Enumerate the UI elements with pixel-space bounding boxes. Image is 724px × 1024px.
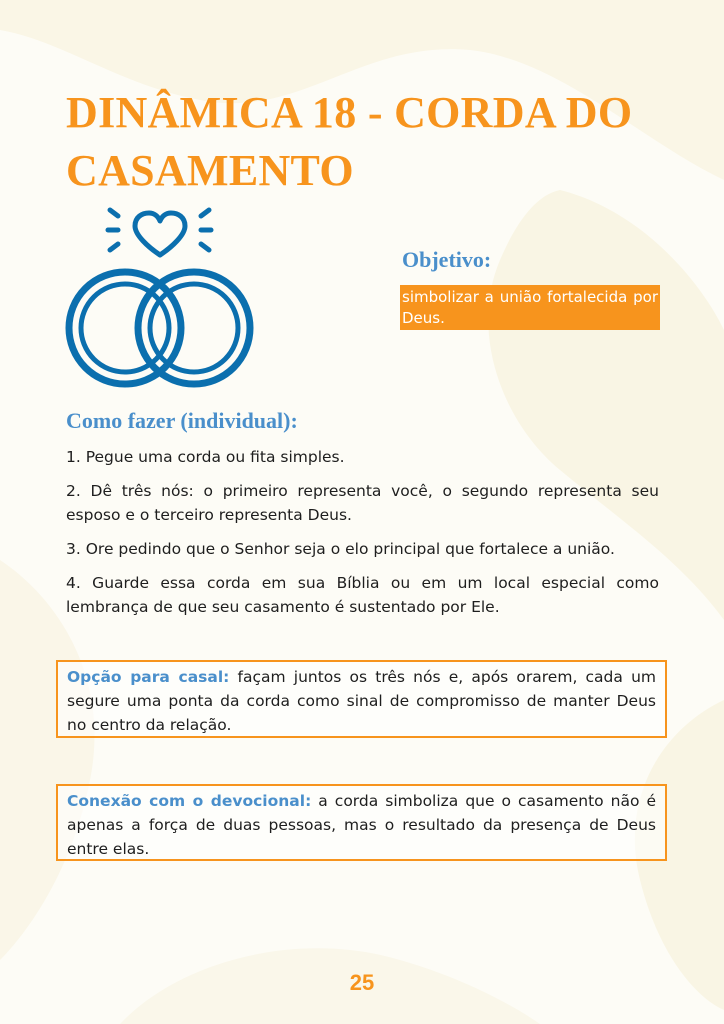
step-item-3: 3. Ore pedindo que o Senhor seja o elo principal que fortalece a união. (66, 540, 615, 558)
couple-option-label: Opção para casal: (67, 668, 230, 686)
devotional-connection-box (56, 784, 667, 861)
devotional-connection-label: Conexão com o devocional: (67, 792, 312, 810)
steps-list (66, 445, 659, 629)
objective-text: simbolizar a união fortalecida por Deus. (400, 285, 660, 330)
couple-option-text: façam juntos os três nós e, após orarem, cada um segure uma ponta da corda como sinal de compromisso de manter Deus no centro da relação. (67, 668, 656, 734)
page-number: 25 (349, 970, 375, 995)
objective-heading: Objetivo: (402, 247, 492, 272)
step-item-1: 1. Pegue uma corda ou fita simples. (66, 448, 345, 466)
how-to-heading: Como fazer (individual): (66, 408, 298, 433)
step-item-2: 2. Dê três nós: o primeiro representa você, o segundo representa seu esposo e o terceiro representa Deus. (66, 482, 659, 524)
couple-option-box (56, 660, 667, 738)
devotional-connection-text: a corda simboliza que o casamento não é apenas a força de duas pessoas, mas o resultado da presença de Deus entre elas. (67, 792, 656, 858)
wedding-rings-with-heart-icon (62, 204, 262, 394)
step-item-4: 4. Guarde essa corda em sua Bíblia ou em um local especial como lembrança de que seu casamento é sustentado por Ele. (66, 574, 659, 616)
page-title: DINÂMICA 18 - CORDA DO CASAMENTO (66, 88, 633, 195)
